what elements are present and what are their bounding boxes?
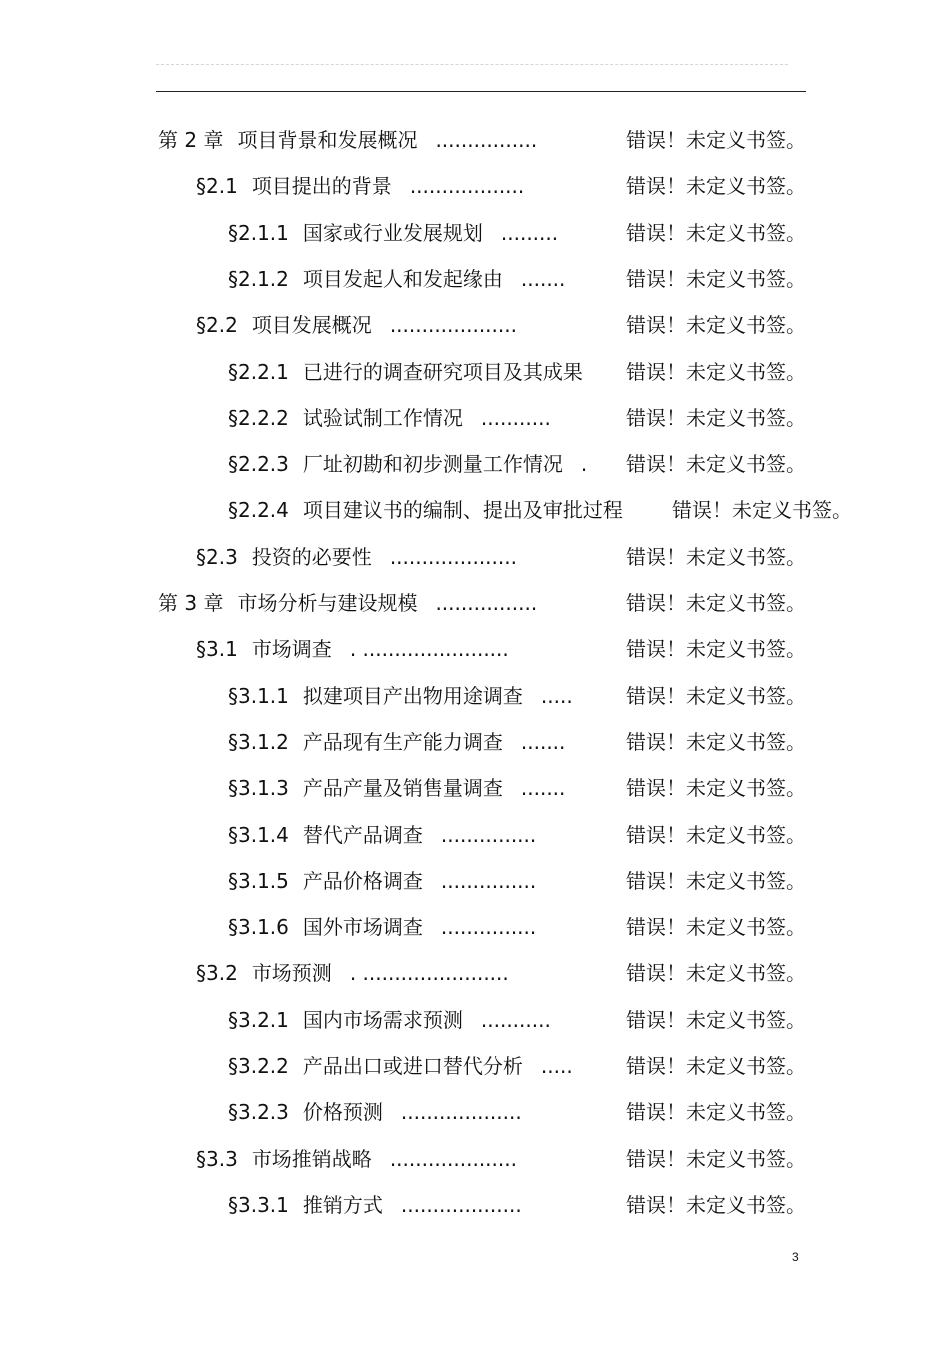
toc-page-ref: 错误！未定义书签。 (626, 174, 806, 198)
toc-entry[interactable] (196, 542, 517, 572)
toc-leader-dots: ........... (480, 1008, 551, 1032)
toc-entry-number: §2.2.2 (228, 406, 289, 430)
toc-entry-title: 市场推销战略 (251, 1147, 372, 1171)
toc-entry-number: 第 2 章 (158, 128, 224, 152)
toc-leader-dots: ....... (520, 730, 566, 754)
toc-entry[interactable] (228, 264, 565, 294)
toc-leader-dots: . (580, 452, 588, 476)
toc-entry-number: §3.1.1 (228, 684, 289, 708)
toc-entry[interactable] (228, 681, 573, 711)
toc-entry-number: §2.2.4 (228, 498, 289, 522)
toc-entry-title: 推销方式 (302, 1193, 383, 1217)
toc-page-ref: 错误！未定义书签。 (626, 267, 806, 291)
toc-entry-number: §2.1.1 (228, 221, 289, 245)
toc-entry-number: §3.1.5 (228, 869, 289, 893)
toc-entry-title: 价格预测 (302, 1100, 383, 1124)
toc-entry[interactable] (196, 171, 524, 201)
toc-leader-dots: . ....................... (349, 637, 509, 661)
toc-entry-number: §3.2.1 (228, 1008, 289, 1032)
toc-entry[interactable] (196, 310, 517, 340)
toc-page-ref: 错误！未定义书签。 (626, 776, 806, 800)
page-number: 3 (792, 1250, 799, 1264)
toc-entry-title: 产品价格调查 (302, 869, 423, 893)
toc-page-ref: 错误！未定义书签。 (626, 637, 806, 661)
toc-entry-number: §3.3.1 (228, 1193, 289, 1217)
toc-entry-number: §3.2 (196, 961, 238, 985)
toc-entry[interactable] (228, 820, 536, 850)
toc-entry-number: §3.1 (196, 637, 238, 661)
toc-page-ref: 错误！未定义书签。 (626, 221, 806, 245)
toc-leader-dots: .................. (409, 174, 525, 198)
toc-entry-title: 国外市场调查 (302, 915, 423, 939)
toc-page-ref: 错误！未定义书签。 (626, 1147, 806, 1171)
toc-entry-number: §2.1 (196, 174, 238, 198)
toc-leader-dots: ................ (435, 591, 538, 615)
toc-leader-dots: ..... (540, 684, 573, 708)
toc-entry-title: 已进行的调查研究项目及其成果 (302, 360, 583, 384)
toc-page-ref: 错误！未定义书签。 (626, 915, 806, 939)
toc-entry-title: 产品现有生产能力调查 (302, 730, 503, 754)
toc-entry-title: 产品出口或进口替代分析 (302, 1054, 523, 1078)
toc-entry-number: §3.1.2 (228, 730, 289, 754)
toc-entry-number: §3.2.2 (228, 1054, 289, 1078)
toc-entry[interactable] (228, 866, 536, 896)
toc-entry-title: 项目提出的背景 (251, 174, 392, 198)
toc-entry-title: 厂址初勘和初步测量工作情况 (302, 452, 563, 476)
toc-entry[interactable] (228, 218, 558, 248)
toc-page-ref: 错误！未定义书签。 (626, 360, 806, 384)
toc-page-ref: 错误！未定义书签。 (626, 961, 806, 985)
toc-entry-number: §2.2.1 (228, 360, 289, 384)
toc-entry[interactable] (228, 357, 601, 387)
toc-page-ref: 错误！未定义书签。 (672, 498, 852, 522)
toc-page-ref: 错误！未定义书签。 (626, 452, 806, 476)
toc-entry-number: §3.3 (196, 1147, 238, 1171)
toc-entry[interactable] (228, 773, 565, 803)
toc-entry-title: 投资的必要性 (251, 545, 372, 569)
header-dotted-line (156, 64, 788, 65)
toc-leader-dots: ............... (440, 915, 537, 939)
toc-entry[interactable] (228, 1190, 522, 1220)
toc-leader-dots: .................... (389, 313, 517, 337)
toc-page-ref: 错误！未定义书签。 (626, 730, 806, 754)
toc-entry[interactable] (228, 495, 641, 525)
toc-entry[interactable] (196, 1144, 517, 1174)
toc-entry-number: §2.2 (196, 313, 238, 337)
toc-entry[interactable] (196, 958, 509, 988)
toc-leader-dots: ................... (400, 1193, 522, 1217)
toc-entry-title: 项目发展概况 (251, 313, 372, 337)
toc-page-ref: 错误！未定义书签。 (626, 128, 806, 152)
toc-page-ref: 错误！未定义书签。 (626, 1193, 806, 1217)
toc-entry[interactable] (228, 1005, 551, 1035)
toc-leader-dots: . ....................... (349, 961, 509, 985)
toc-entry-title: 国家或行业发展规划 (302, 221, 483, 245)
toc-entry-title: 试验试制工作情况 (302, 406, 463, 430)
toc-entry[interactable] (228, 1051, 573, 1081)
toc-entry-number: §2.3 (196, 545, 238, 569)
toc-page-ref: 错误！未定义书签。 (626, 545, 806, 569)
toc-leader-dots: ....... (520, 776, 566, 800)
toc-entry-title: 替代产品调查 (302, 823, 423, 847)
toc-entry-title: 产品产量及销售量调查 (302, 776, 503, 800)
toc-entry[interactable] (228, 403, 551, 433)
toc-entry-title: 项目建议书的编制、提出及审批过程 (302, 498, 623, 522)
toc-leader-dots: ....... (520, 267, 566, 291)
toc-entry-title: 市场分析与建设规模 (237, 591, 418, 615)
toc-page-ref: 错误！未定义书签。 (626, 1100, 806, 1124)
toc-entry[interactable] (228, 727, 565, 757)
toc-entry-title: 项目发起人和发起缘由 (302, 267, 503, 291)
toc-leader-dots: ................... (400, 1100, 522, 1124)
toc-entry-number: §3.1.6 (228, 915, 289, 939)
toc-page-ref: 错误！未定义书签。 (626, 313, 806, 337)
toc-entry[interactable] (158, 588, 537, 618)
toc-leader-dots: ................ (435, 128, 538, 152)
toc-page-ref: 错误！未定义书签。 (626, 591, 806, 615)
toc-entry[interactable] (228, 449, 587, 479)
toc-leader-dots: ......... (500, 221, 559, 245)
toc-entry-number: §2.2.3 (228, 452, 289, 476)
toc-entry-title: 市场预测 (251, 961, 332, 985)
toc-page-ref: 错误！未定义书签。 (626, 1054, 806, 1078)
toc-entry-number: §3.1.3 (228, 776, 289, 800)
toc-page-ref: 错误！未定义书签。 (626, 684, 806, 708)
toc-entry[interactable] (228, 912, 536, 942)
toc-entry-title: 项目背景和发展概况 (237, 128, 418, 152)
toc-entry-number: 第 3 章 (158, 591, 224, 615)
toc-leader-dots: ............... (440, 823, 537, 847)
toc-leader-dots: .................... (389, 1147, 517, 1171)
toc-entry-title: 市场调查 (251, 637, 332, 661)
toc-page-ref: 错误！未定义书签。 (626, 1008, 806, 1032)
toc-leader-dots: ..... (540, 1054, 573, 1078)
toc-page-ref: 错误！未定义书签。 (626, 406, 806, 430)
toc-entry-title: 国内市场需求预测 (302, 1008, 463, 1032)
toc-leader-dots: .................... (389, 545, 517, 569)
toc-leader-dots: ............... (440, 869, 537, 893)
toc-entry-number: §3.1.4 (228, 823, 289, 847)
toc-entry-number: §3.2.3 (228, 1100, 289, 1124)
header-rule (156, 91, 806, 92)
toc-leader-dots: ........... (480, 406, 551, 430)
toc-entry[interactable] (228, 1097, 522, 1127)
toc-page-ref: 错误！未定义书签。 (626, 823, 806, 847)
toc-entry[interactable] (196, 634, 509, 664)
toc-entry-title: 拟建项目产出物用途调查 (302, 684, 523, 708)
toc-entry-number: §2.1.2 (228, 267, 289, 291)
toc-entry[interactable] (158, 125, 537, 155)
toc-page-ref: 错误！未定义书签。 (626, 869, 806, 893)
